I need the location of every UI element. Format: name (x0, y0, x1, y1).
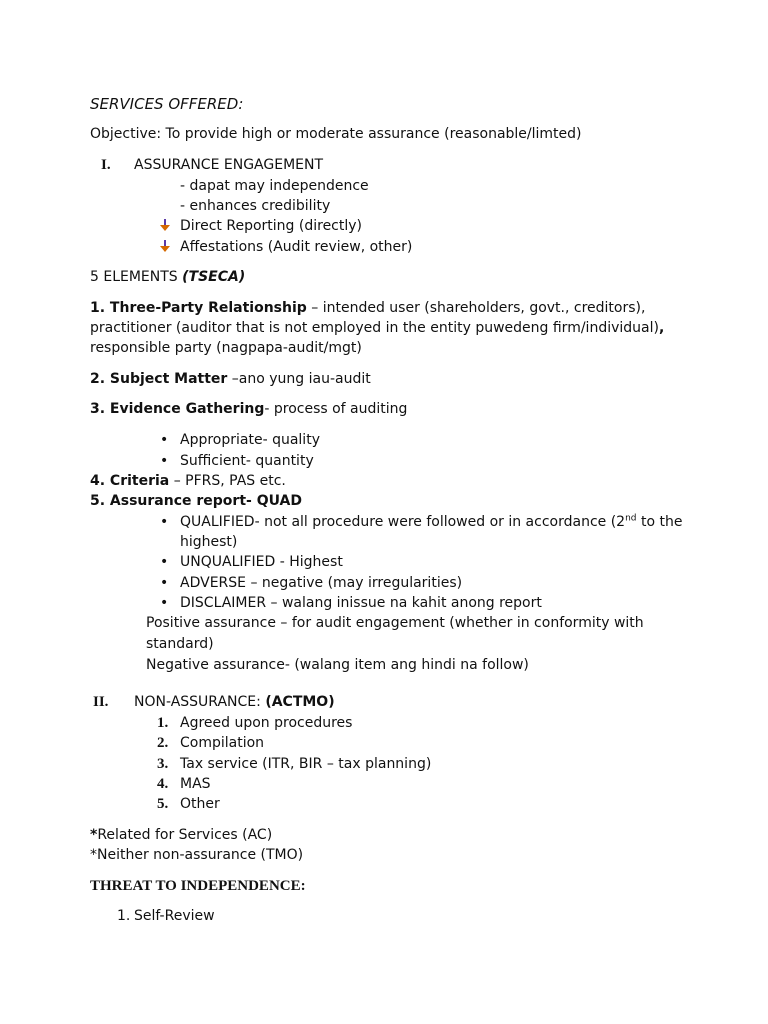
element-1 (90, 298, 645, 318)
list-number: 5. (157, 796, 169, 812)
element-2-text: –ano yung iau-audit (227, 371, 371, 387)
dash-item: - dapat may independence (180, 178, 369, 194)
list-number: 1. (157, 715, 169, 731)
bullet-item-adverse: ADVERSE – negative (may irregularities) (180, 575, 463, 591)
elements-acronym: (TSECA) (182, 269, 246, 285)
negative-assurance: Negative assurance- (walang item ang hindi na follow) (146, 657, 529, 673)
threat-list-number: 1. (117, 908, 131, 924)
ordinal-suffix: nd (625, 513, 637, 524)
bullet-icon: • (160, 453, 169, 469)
note-1 (90, 825, 272, 845)
element-1-text-b: practitioner (auditor that is not employed in the entity puwedeng firm/individual) (90, 320, 659, 336)
bullet-item-qualified (180, 512, 682, 532)
qualified-text-b: to the (636, 514, 683, 530)
element-3-text: - process of auditing (264, 401, 408, 417)
list-item: Agreed upon procedures (180, 715, 353, 731)
bullet-item-unqualified: UNQUALIFIED - Highest (180, 554, 343, 570)
element-1-line-2 (90, 318, 664, 338)
bullet-item-disclaimer: DISCLAIMER – walang inissue na kahit anong report (180, 595, 542, 611)
section-2-heading-b: (ACTMO) (265, 694, 335, 710)
arrow-bullet-icon (160, 219, 170, 231)
qualified-text: QUALIFIED- not all procedure were followed or in accordance (2 (180, 514, 626, 530)
positive-assurance: Positive assurance – for audit engagement (whether in conformity with (146, 615, 644, 631)
element-4 (90, 471, 286, 491)
arrow-list-item (160, 237, 170, 257)
element-1-text: – intended user (shareholders, govt., creditors), (306, 300, 646, 316)
element-5-label: 5. Assurance report- QUAD (90, 493, 303, 509)
bullet-icon: • (160, 514, 169, 530)
bullet-item: Sufficient- quantity (180, 453, 314, 469)
list-number: 4. (157, 776, 169, 792)
section-2-heading-a: NON-ASSURANCE: (134, 694, 266, 710)
bullet-icon: • (160, 575, 169, 591)
page-title: SERVICES OFFERED: (90, 95, 244, 113)
element-1-comma: , (658, 320, 665, 336)
objective-text: Objective: To provide high or moderate assurance (reasonable/limted) (90, 126, 582, 142)
element-3 (90, 399, 407, 419)
section-2-heading (134, 692, 335, 712)
elements-prefix: 5 ELEMENTS (90, 269, 183, 285)
bullet-icon: • (160, 595, 169, 611)
list-number: 3. (157, 756, 169, 772)
threat-heading: THREAT TO INDEPENDENCE: (90, 878, 306, 894)
qualified-text-c: highest) (180, 534, 238, 550)
bullet-item: Appropriate- quality (180, 432, 320, 448)
element-1-line-3: responsible party (nagpapa-audit/mgt) (90, 340, 362, 356)
list-number: 2. (157, 735, 169, 751)
list-item: Tax service (ITR, BIR – tax planning) (180, 756, 432, 772)
section-2-numeral: II. (93, 694, 109, 710)
list-item: Compilation (180, 735, 265, 751)
element-2 (90, 369, 371, 389)
dash-item: - enhances credibility (180, 198, 331, 214)
section-1-heading: ASSURANCE ENGAGEMENT (134, 157, 324, 173)
element-2-label: 2. Subject Matter (90, 371, 228, 387)
note-1-text: Related for Services (AC) (97, 827, 273, 843)
arrow-list-item (160, 216, 170, 236)
note-2: *Neither non-assurance (TMO) (90, 847, 304, 863)
arrow-bullet-icon (160, 240, 170, 252)
note-star: * (90, 827, 98, 843)
threat-list-item: Self-Review (134, 908, 215, 924)
positive-assurance-b: standard) (146, 636, 214, 652)
element-4-label: 4. Criteria (90, 473, 170, 489)
bullet-icon: • (160, 554, 169, 570)
element-1-label: 1. Three-Party Relationship (90, 300, 307, 316)
element-4-text: – PFRS, PAS etc. (169, 473, 286, 489)
list-item: Other (180, 796, 220, 812)
arrow-item-text: Direct Reporting (directly) (180, 218, 362, 234)
arrow-item-text: Affestations (Audit review, other) (180, 239, 413, 255)
list-item: MAS (180, 776, 211, 792)
element-3-label: 3. Evidence Gathering (90, 401, 265, 417)
elements-heading (90, 267, 245, 287)
bullet-icon: • (160, 432, 169, 448)
section-1-numeral: I. (101, 157, 111, 173)
